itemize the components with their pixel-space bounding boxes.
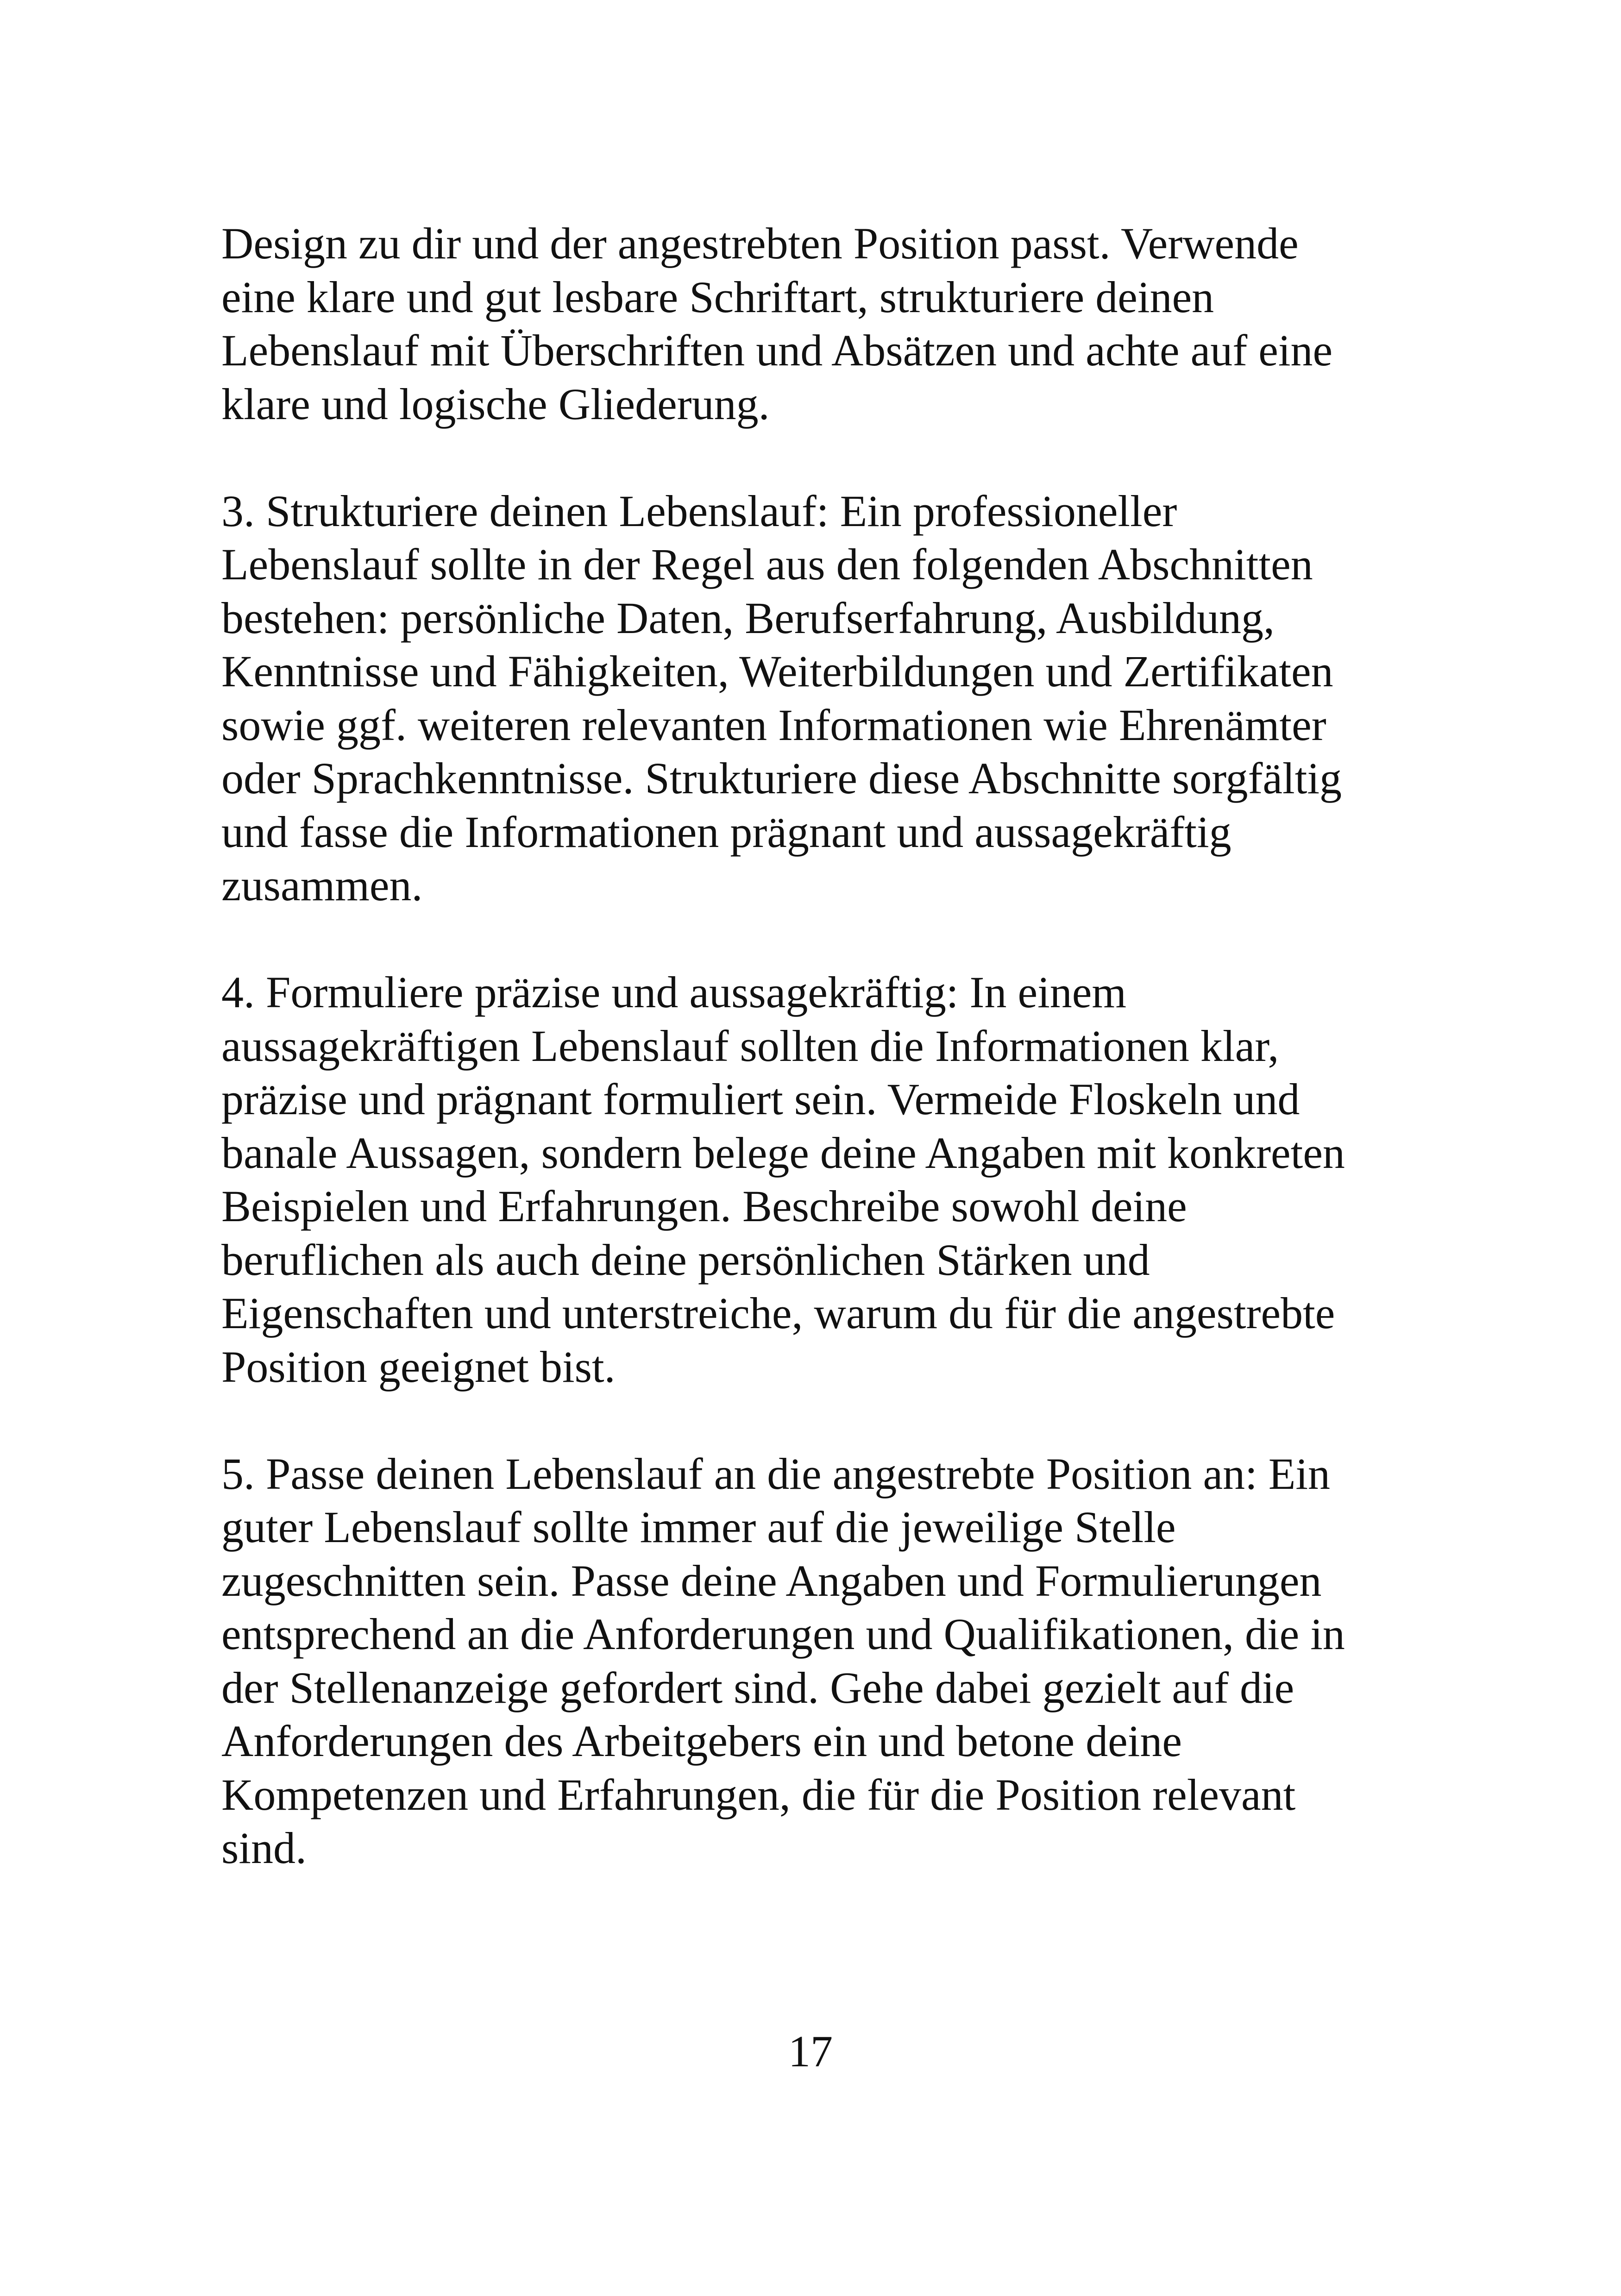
text-line: banale Aussagen, sondern belege deine Angaben mit konkreten [221, 1128, 1345, 1178]
paragraph-spacer [221, 912, 1426, 966]
text-line: Eigenschaften und unterstreiche, warum du für die angestrebte [221, 1288, 1335, 1338]
text-line: sind. [221, 1823, 307, 1873]
text-line: der Stellenanzeige gefordert sind. Gehe dabei gezielt auf die [221, 1662, 1294, 1713]
paragraph-step-3 [221, 484, 1426, 912]
paragraph-intro [221, 217, 1426, 431]
paragraph-step-5 [221, 1447, 1426, 1875]
text-line: Anforderungen des Arbeitgebers ein und betone deine [221, 1716, 1182, 1766]
text-line: 3. Strukturiere deinen Lebenslauf: Ein professioneller [221, 486, 1177, 536]
text-line: Kompetenzen und Erfahrungen, die für die Position relevant [221, 1769, 1296, 1819]
text-line: 4. Formuliere präzise und aussagekräftig: In einem [221, 967, 1127, 1017]
text-line: beruflichen als auch deine persönlichen Stärken und [221, 1235, 1150, 1285]
text-line: 5. Passe deinen Lebenslauf an die angestrebte Position an: Ein [221, 1449, 1331, 1499]
text-line: und fasse die Informationen prägnant und aussagekräftig [221, 807, 1231, 857]
text-line: oder Sprachkenntnisse. Strukturiere diese Abschnitte sorgfältig [221, 753, 1342, 803]
page-number: 17 [788, 2026, 833, 2076]
text-line: Lebenslauf mit Überschriften und Absätzen und achte auf eine [221, 326, 1333, 375]
text-line: zugeschnitten sein. Passe deine Angaben und Formulierungen [221, 1556, 1322, 1606]
text-line: präzise und prägnant formuliert sein. Vermeide Floskeln und [221, 1074, 1300, 1124]
text-line: aussagekräftigen Lebenslauf sollten die Informationen klar, [221, 1021, 1279, 1071]
text-line: Beispielen und Erfahrungen. Beschreibe sowohl deine [221, 1181, 1187, 1231]
text-line: eine klare und gut lesbare Schriftart, strukturiere deinen [221, 272, 1214, 322]
body-text [221, 217, 1426, 1875]
text-line: entsprechend an die Anforderungen und Qualifikationen, die in [221, 1609, 1345, 1659]
text-line: Lebenslauf sollte in der Regel aus den folgenden Abschnitten [221, 539, 1313, 589]
paragraph-spacer [221, 431, 1426, 484]
text-line: Kenntnisse und Fähigkeiten, Weiterbildungen und Zertifikaten [221, 646, 1333, 696]
paragraph-step-4 [221, 966, 1426, 1393]
text-line: Position geeignet bist. [221, 1342, 616, 1392]
paragraph-spacer [221, 1393, 1426, 1447]
text-line: Design zu dir und der angestrebten Position passt. Verwende [221, 219, 1299, 268]
text-line: zusammen. [221, 860, 423, 910]
text-line: klare und logische Gliederung. [221, 379, 770, 429]
text-line: sowie ggf. weiteren relevanten Informationen wie Ehrenämter [221, 700, 1326, 750]
text-line: bestehen: persönliche Daten, Berufserfahrung, Ausbildung, [221, 593, 1275, 643]
text-line: guter Lebenslauf sollte immer auf die jeweilige Stelle [221, 1502, 1176, 1552]
